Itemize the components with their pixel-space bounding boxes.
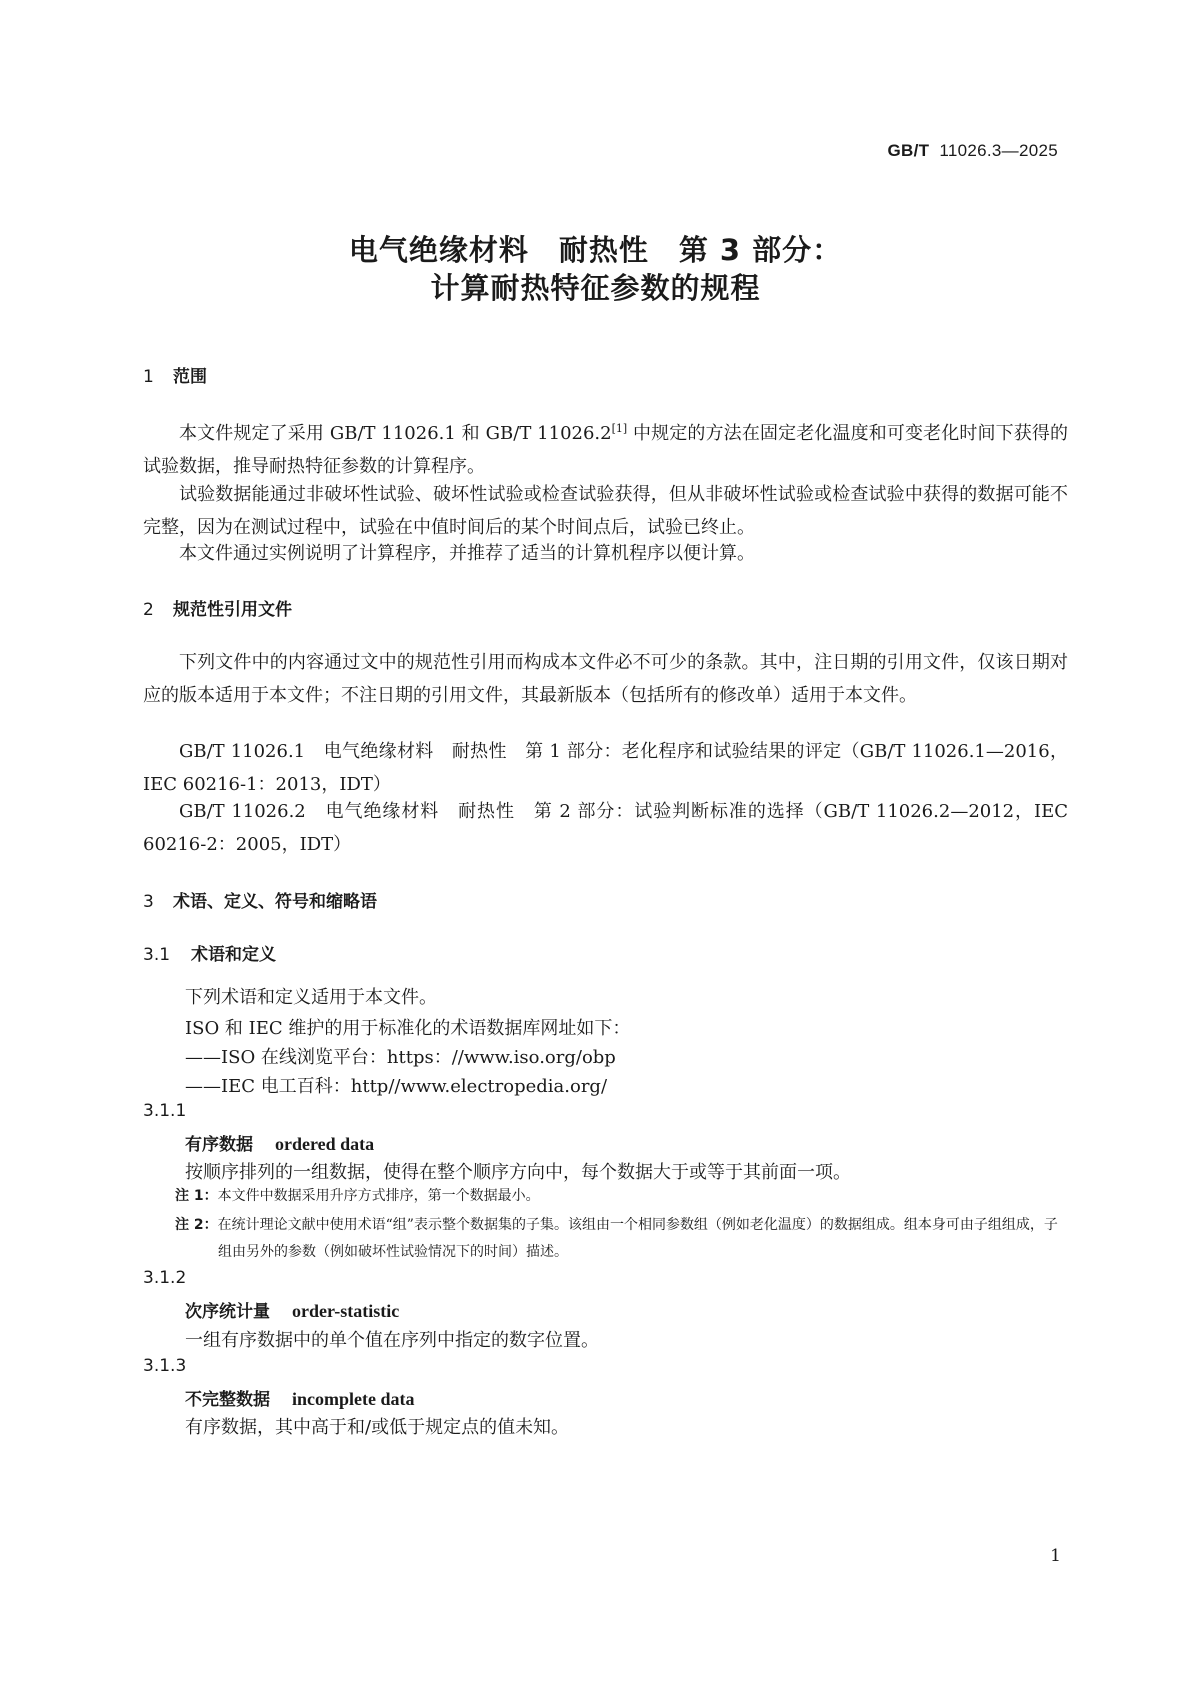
scope-paragraph-3: 本文件通过实例说明了计算程序，并推荐了适当的计算机程序以便计算。 xyxy=(179,543,755,564)
note-1 xyxy=(175,1183,1068,1210)
normative-reference-2: GB/T 11026.2 电气绝缘材料 耐热性 第 2 部分：试验判断标准的选择（GB/T 11026.2—2012，IEC 60216-2：2005，IDT） xyxy=(143,801,1068,855)
subsection-number: 3.1 xyxy=(143,945,171,965)
subsection-title: 术语和定义 xyxy=(191,945,276,965)
standard-prefix: GB/T xyxy=(887,141,930,160)
term-chinese: 次序统计量 xyxy=(185,1302,270,1322)
section-number: 1 xyxy=(143,367,154,387)
note-text: 在统计理论文献中使用术语“组”表示整个数据集的子集。该组由一个相同参数组（例如老化温度）的数据组成。组本身可由子组组成，子组由另外的参数（例如破坏性试验情况下的时间）描述。 xyxy=(217,1217,1058,1260)
standard-number xyxy=(888,141,1058,161)
section-number: 3 xyxy=(143,892,154,912)
term-number-3-1-2: 3.1.2 xyxy=(143,1268,187,1288)
note-label: 注 2： xyxy=(175,1217,218,1233)
section-2-heading xyxy=(143,595,292,620)
section-1-heading xyxy=(143,362,207,387)
subsection-3-1-heading xyxy=(143,940,276,965)
paragraph-text: 中规定的方法在固定老化温度和可变老化时间下获得的试验数据，推导耐热特征参数的计算程序。 xyxy=(143,423,1068,477)
term-english: order-statistic xyxy=(292,1301,400,1321)
section-3-heading xyxy=(143,887,377,912)
normative-intro-paragraph: 下列文件中的内容通过文中的规范性引用而构成本文件必不可少的条款。其中，注日期的引用文件，仅该日期对应的版本适用于本文件；不注日期的引用文件，其最新版本（包括所有的修改单）适用于本文件。 xyxy=(143,652,1068,706)
iec-electropedia-line: ——IEC 电工百科：http//www.electropedia.org/ xyxy=(185,1076,608,1097)
term-number-3-1-1: 3.1.1 xyxy=(143,1101,187,1121)
term-chinese: 有序数据 xyxy=(185,1135,253,1155)
scope-paragraph-1 xyxy=(143,412,1068,483)
term-incomplete-data xyxy=(185,1385,414,1410)
section-title: 术语、定义、符号和缩略语 xyxy=(173,892,377,912)
note-label: 注 1： xyxy=(175,1188,218,1204)
scope-paragraph-2: 试验数据能通过非破坏性试验、破坏性试验或检查试验获得，但从非破坏性试验或检查试验中获得的数据可能不完整，因为在测试过程中，试验在中值时间后的某个时间点后，试验已终止。 xyxy=(143,484,1068,538)
section-number: 2 xyxy=(143,600,154,620)
document-title-line2: 计算耐热特征参数的规程 xyxy=(430,271,761,305)
normative-reference-1: GB/T 11026.1 电气绝缘材料 耐热性 第 1 部分：老化程序和试验结果的评定（GB/T 11026.1—2016，IEC 60216-1：2013，IDT） xyxy=(143,741,1068,795)
term-definition: 有序数据，其中高于和/或低于规定点的值未知。 xyxy=(185,1417,570,1438)
reference-marker: [1] xyxy=(611,422,628,435)
standard-code: 11026.3—2025 xyxy=(939,141,1058,160)
document-title-line1: 电气绝缘材料 耐热性 第 3 部分： xyxy=(348,233,843,267)
term-english: ordered data xyxy=(275,1134,375,1154)
term-english: incomplete data xyxy=(292,1389,415,1409)
section-title: 规范性引用文件 xyxy=(173,600,292,620)
terms-database-line: ISO 和 IEC 维护的用于标准化的术语数据库网址如下： xyxy=(185,1018,631,1039)
page-number: 1 xyxy=(1050,1546,1061,1566)
paragraph-text: 本文件规定了采用 GB/T 11026.1 和 GB/T 11026.2 xyxy=(179,423,612,444)
term-ordered-data xyxy=(185,1130,374,1155)
term-chinese: 不完整数据 xyxy=(185,1390,270,1410)
term-order-statistic xyxy=(185,1297,399,1322)
section-title: 范围 xyxy=(173,367,207,387)
note-text: 本文件中数据采用升序方式排序，第一个数据最小。 xyxy=(217,1188,540,1204)
terms-intro-line: 下列术语和定义适用于本文件。 xyxy=(185,987,437,1008)
term-number-3-1-3: 3.1.3 xyxy=(143,1356,187,1376)
iso-obp-line: ——ISO 在线浏览平台：https：//www.iso.org/obp xyxy=(185,1047,616,1068)
term-definition: 一组有序数据中的单个值在序列中指定的数字位置。 xyxy=(185,1330,599,1351)
note-2 xyxy=(175,1212,1068,1266)
term-definition: 按顺序排列的一组数据，使得在整个顺序方向中，每个数据大于或等于其前面一项。 xyxy=(185,1162,851,1183)
